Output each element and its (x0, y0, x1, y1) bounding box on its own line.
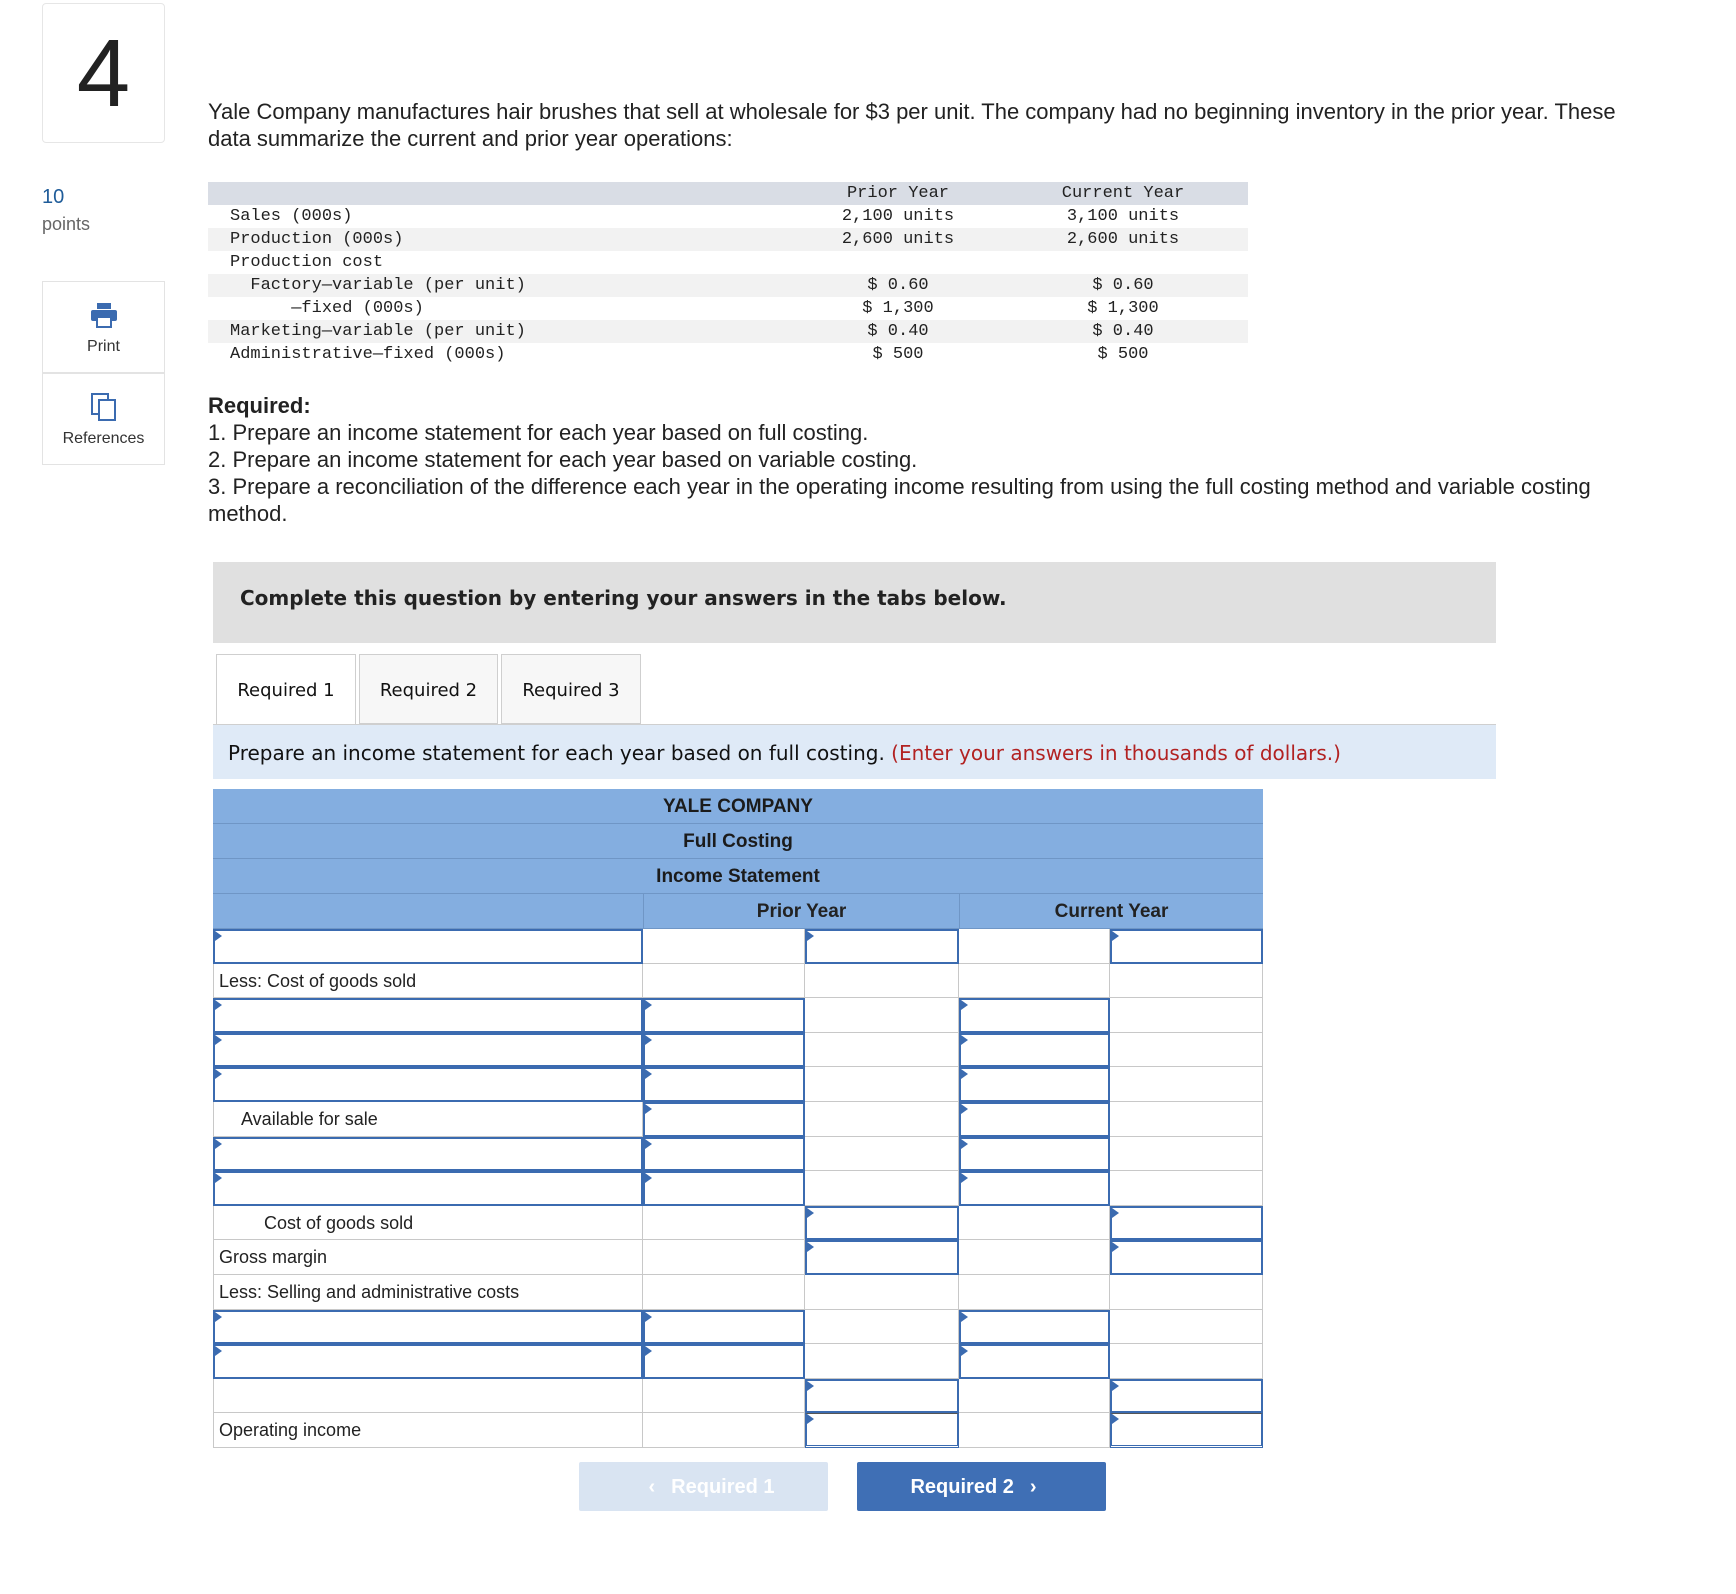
data-table (208, 182, 1248, 366)
prior-total-input[interactable] (805, 929, 959, 964)
tab-required-2[interactable]: Required 2 (359, 654, 498, 724)
statement-row (213, 929, 1263, 964)
empty-cell (643, 1206, 805, 1241)
empty-cell (213, 1379, 643, 1414)
current-total-input[interactable] (1110, 1240, 1263, 1275)
references-label: References (62, 430, 145, 447)
data-row-current: $ 0.60 (1092, 276, 1154, 295)
data-row-label: Production cost (230, 253, 384, 272)
empty-cell (959, 964, 1110, 999)
instruction-text: Prepare an income statement for each year based on full costing. (228, 741, 892, 765)
data-row (208, 228, 1248, 251)
empty-cell (1110, 1275, 1263, 1310)
statement-row (213, 998, 1263, 1033)
empty-cell (805, 964, 959, 999)
empty-cell (805, 1310, 959, 1345)
chevron-left-icon: ‹ (648, 1476, 656, 1498)
prior-total-input[interactable] (805, 1240, 959, 1275)
empty-cell (959, 1379, 1110, 1414)
current-amount-input[interactable] (959, 998, 1110, 1033)
empty-cell (1110, 1033, 1263, 1068)
row-label: Gross margin (213, 1240, 643, 1275)
prior-amount-input[interactable] (643, 1102, 805, 1137)
empty-cell (643, 964, 805, 999)
statement-row (213, 1240, 1263, 1275)
data-row (208, 343, 1248, 366)
current-operating-income-input[interactable] (1110, 1413, 1263, 1448)
line-item-input[interactable] (213, 998, 643, 1033)
points-label: points (42, 214, 91, 234)
required-item: 3. Prepare a reconciliation of the difference each year in the operating income resulting from using the full costing method and variable costing method. (208, 474, 1591, 526)
required-heading: Required: (208, 393, 311, 418)
current-amount-input[interactable] (959, 1033, 1110, 1068)
statement-row (213, 1310, 1263, 1345)
question-intro: Yale Company manufactures hair brushes that sell at wholesale for $3 per unit. The company had no beginning inventory in the prior year. These data summarize the current and prior year operations: (208, 99, 1616, 151)
print-label: Print (87, 338, 120, 355)
empty-cell (643, 1379, 805, 1414)
row-label: Cost of goods sold (213, 1206, 643, 1241)
statement-row (213, 1206, 1263, 1241)
empty-cell (1110, 998, 1263, 1033)
data-header-current: Current Year (1061, 184, 1185, 203)
statement-company: YALE COMPANY (213, 789, 1263, 824)
complete-banner: Complete this question by entering your answers in the tabs below. (213, 562, 1496, 643)
current-amount-input[interactable] (959, 1102, 1110, 1137)
empty-cell (959, 1413, 1110, 1448)
prior-amount-input[interactable] (643, 998, 805, 1033)
line-item-input[interactable] (213, 1171, 643, 1206)
current-total-input[interactable] (1110, 1379, 1263, 1414)
tab-required-3[interactable]: Required 3 (501, 654, 641, 724)
empty-cell (959, 1275, 1110, 1310)
data-row (208, 320, 1248, 343)
data-row-label: Marketing—variable (per unit) (230, 322, 526, 341)
empty-cell (1110, 1310, 1263, 1345)
data-row-current: $ 500 (1097, 345, 1149, 364)
statement-row (213, 1344, 1263, 1379)
statement-method: Full Costing (213, 824, 1263, 859)
current-year-header: Current Year (959, 894, 1263, 928)
income-statement (213, 789, 1263, 1448)
prior-amount-input[interactable] (643, 1171, 805, 1206)
empty-cell (1110, 1171, 1263, 1206)
statement-row (213, 1413, 1263, 1448)
data-row-label: —fixed (000s) (230, 299, 424, 318)
statement-row (213, 1102, 1263, 1137)
references-icon (43, 390, 164, 424)
empty-cell (959, 1206, 1110, 1241)
blank-header (213, 894, 643, 928)
data-row-current: $ 0.40 (1092, 322, 1154, 341)
statement-row (213, 964, 1263, 999)
empty-cell (1110, 964, 1263, 999)
data-row-current: 3,100 units (1066, 207, 1180, 226)
current-amount-input[interactable] (959, 1310, 1110, 1345)
prior-amount-input[interactable] (643, 1067, 805, 1102)
data-row-current: 2,600 units (1066, 230, 1180, 249)
question-number: 4 (42, 3, 165, 143)
data-row-label: Sales (000s) (230, 207, 353, 226)
line-item-input[interactable] (213, 1344, 643, 1379)
print-button[interactable] (42, 281, 165, 373)
tab-required-1[interactable]: Required 1 (216, 654, 356, 725)
data-row-prior: 2,600 units (841, 230, 955, 249)
data-row-prior: $ 0.60 (867, 276, 929, 295)
data-row (208, 274, 1248, 297)
empty-cell (805, 1033, 959, 1068)
empty-cell (959, 929, 1110, 964)
current-total-input[interactable] (1110, 1206, 1263, 1241)
empty-cell (643, 929, 805, 964)
required-item: 1. Prepare an income statement for each year based on full costing. (208, 420, 869, 445)
statement-row (213, 1379, 1263, 1414)
line-item-input[interactable] (213, 1067, 643, 1102)
data-row (208, 251, 1248, 274)
data-row-label: Administrative—fixed (000s) (230, 345, 506, 364)
row-label: Available for sale (213, 1102, 643, 1137)
prior-amount-input[interactable] (643, 1344, 805, 1379)
data-row-prior: 2,100 units (841, 207, 955, 226)
empty-cell (805, 1102, 959, 1137)
prior-total-input[interactable] (805, 1206, 959, 1241)
next-button-label: Required 2 (910, 1476, 1014, 1498)
statement-column-headers (213, 894, 1263, 929)
prior-total-input[interactable] (805, 1379, 959, 1414)
empty-cell (1110, 1067, 1263, 1102)
prev-button-label: Required 1 (671, 1476, 775, 1498)
row-label: Less: Selling and administrative costs (213, 1275, 643, 1310)
points-box (42, 186, 90, 235)
empty-cell (643, 1413, 805, 1448)
data-row-current: $ 1,300 (1087, 299, 1159, 318)
prior-amount-input[interactable] (643, 1137, 805, 1172)
data-row-label: Production (000s) (230, 230, 404, 249)
line-item-input[interactable] (213, 1310, 643, 1345)
empty-cell (643, 1240, 805, 1275)
empty-cell (1110, 1344, 1263, 1379)
data-row-prior: $ 500 (872, 345, 924, 364)
empty-cell (1110, 1102, 1263, 1137)
current-amount-input[interactable] (959, 1171, 1110, 1206)
line-item-input[interactable] (213, 929, 643, 964)
empty-cell (1110, 1137, 1263, 1172)
statement-row (213, 1137, 1263, 1172)
references-button[interactable] (42, 373, 165, 465)
current-total-input[interactable] (1110, 929, 1263, 964)
row-label: Operating income (213, 1413, 643, 1448)
instruction-note: (Enter your answers in thousands of dollars.) (891, 741, 1341, 765)
data-row (208, 297, 1248, 320)
required-item: 2. Prepare an income statement for each year based on variable costing. (208, 447, 918, 472)
empty-cell (805, 1171, 959, 1206)
statement-row (213, 1067, 1263, 1102)
prior-operating-income-input[interactable] (805, 1413, 959, 1448)
prior-amount-input[interactable] (643, 1310, 805, 1345)
prev-button[interactable] (579, 1462, 828, 1511)
data-row-prior: $ 1,300 (862, 299, 934, 318)
printer-icon (43, 298, 164, 332)
instruction-bar (213, 725, 1496, 779)
empty-cell (805, 998, 959, 1033)
data-header-prior: Prior Year (846, 184, 950, 203)
statement-title: Income Statement (213, 859, 1263, 894)
data-row-label: Factory—variable (per unit) (230, 276, 526, 295)
empty-cell (805, 1067, 959, 1102)
data-table-header (208, 182, 1248, 205)
line-item-input[interactable] (213, 1137, 643, 1172)
current-amount-input[interactable] (959, 1344, 1110, 1379)
empty-cell (805, 1137, 959, 1172)
statement-row (213, 1171, 1263, 1206)
empty-cell (643, 1275, 805, 1310)
statement-row (213, 1275, 1263, 1310)
row-label: Less: Cost of goods sold (213, 964, 643, 999)
prior-amount-input[interactable] (643, 1033, 805, 1068)
line-item-input[interactable] (213, 1033, 643, 1068)
current-amount-input[interactable] (959, 1137, 1110, 1172)
chevron-right-icon: › (1029, 1476, 1037, 1498)
points-value: 10 (42, 186, 65, 208)
empty-cell (959, 1240, 1110, 1275)
required-section (208, 392, 1648, 527)
statement-row (213, 1033, 1263, 1068)
empty-cell (805, 1344, 959, 1379)
prior-year-header: Prior Year (643, 894, 959, 928)
next-button[interactable] (857, 1462, 1106, 1511)
current-amount-input[interactable] (959, 1067, 1110, 1102)
data-row-prior: $ 0.40 (867, 322, 929, 341)
data-row (208, 205, 1248, 228)
empty-cell (805, 1275, 959, 1310)
